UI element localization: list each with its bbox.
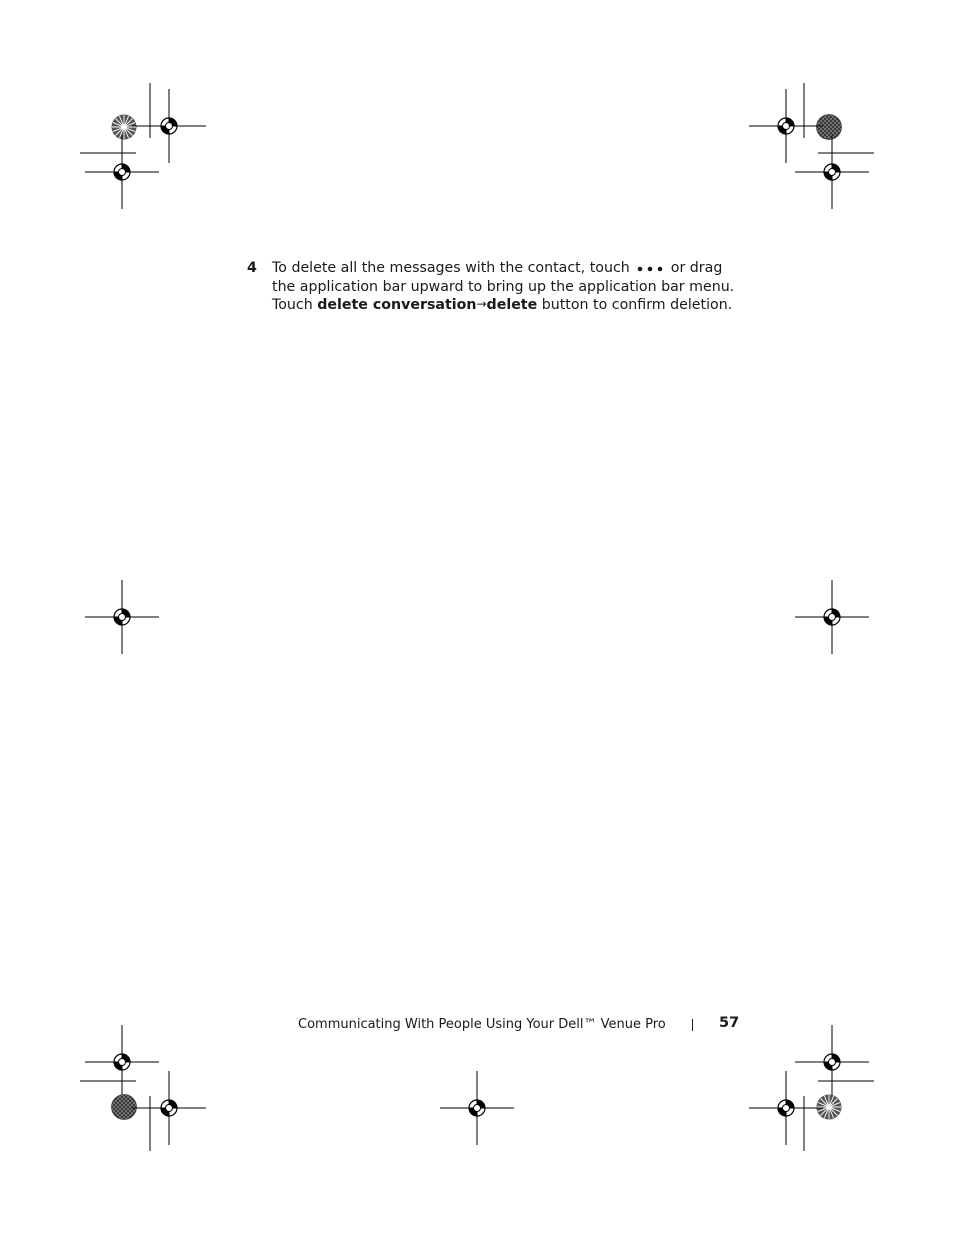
step-number: 4 — [247, 260, 257, 276]
page-number: 57 — [719, 1015, 740, 1031]
starburst-mark-top-left — [112, 115, 137, 140]
step-text — [272, 259, 747, 315]
delete-conversation-option: delete conversation — [317, 297, 477, 313]
more-options-ellipsis-icon — [636, 263, 664, 273]
step-text-part-3: button to confirm deletion. — [541, 297, 733, 313]
delete-option: delete — [486, 297, 538, 313]
footer-chapter-title: Communicating With People Using Your Dell™ Venue Pro — [298, 1017, 666, 1032]
step-text-part-1: To delete all the messages with the contact, touch — [272, 260, 630, 276]
step-text-part-2: or drag the application bar upward to bring up the application bar menu. Touch — [272, 260, 735, 313]
footer-separator — [692, 1019, 693, 1031]
menu-arrow: → — [476, 297, 487, 311]
